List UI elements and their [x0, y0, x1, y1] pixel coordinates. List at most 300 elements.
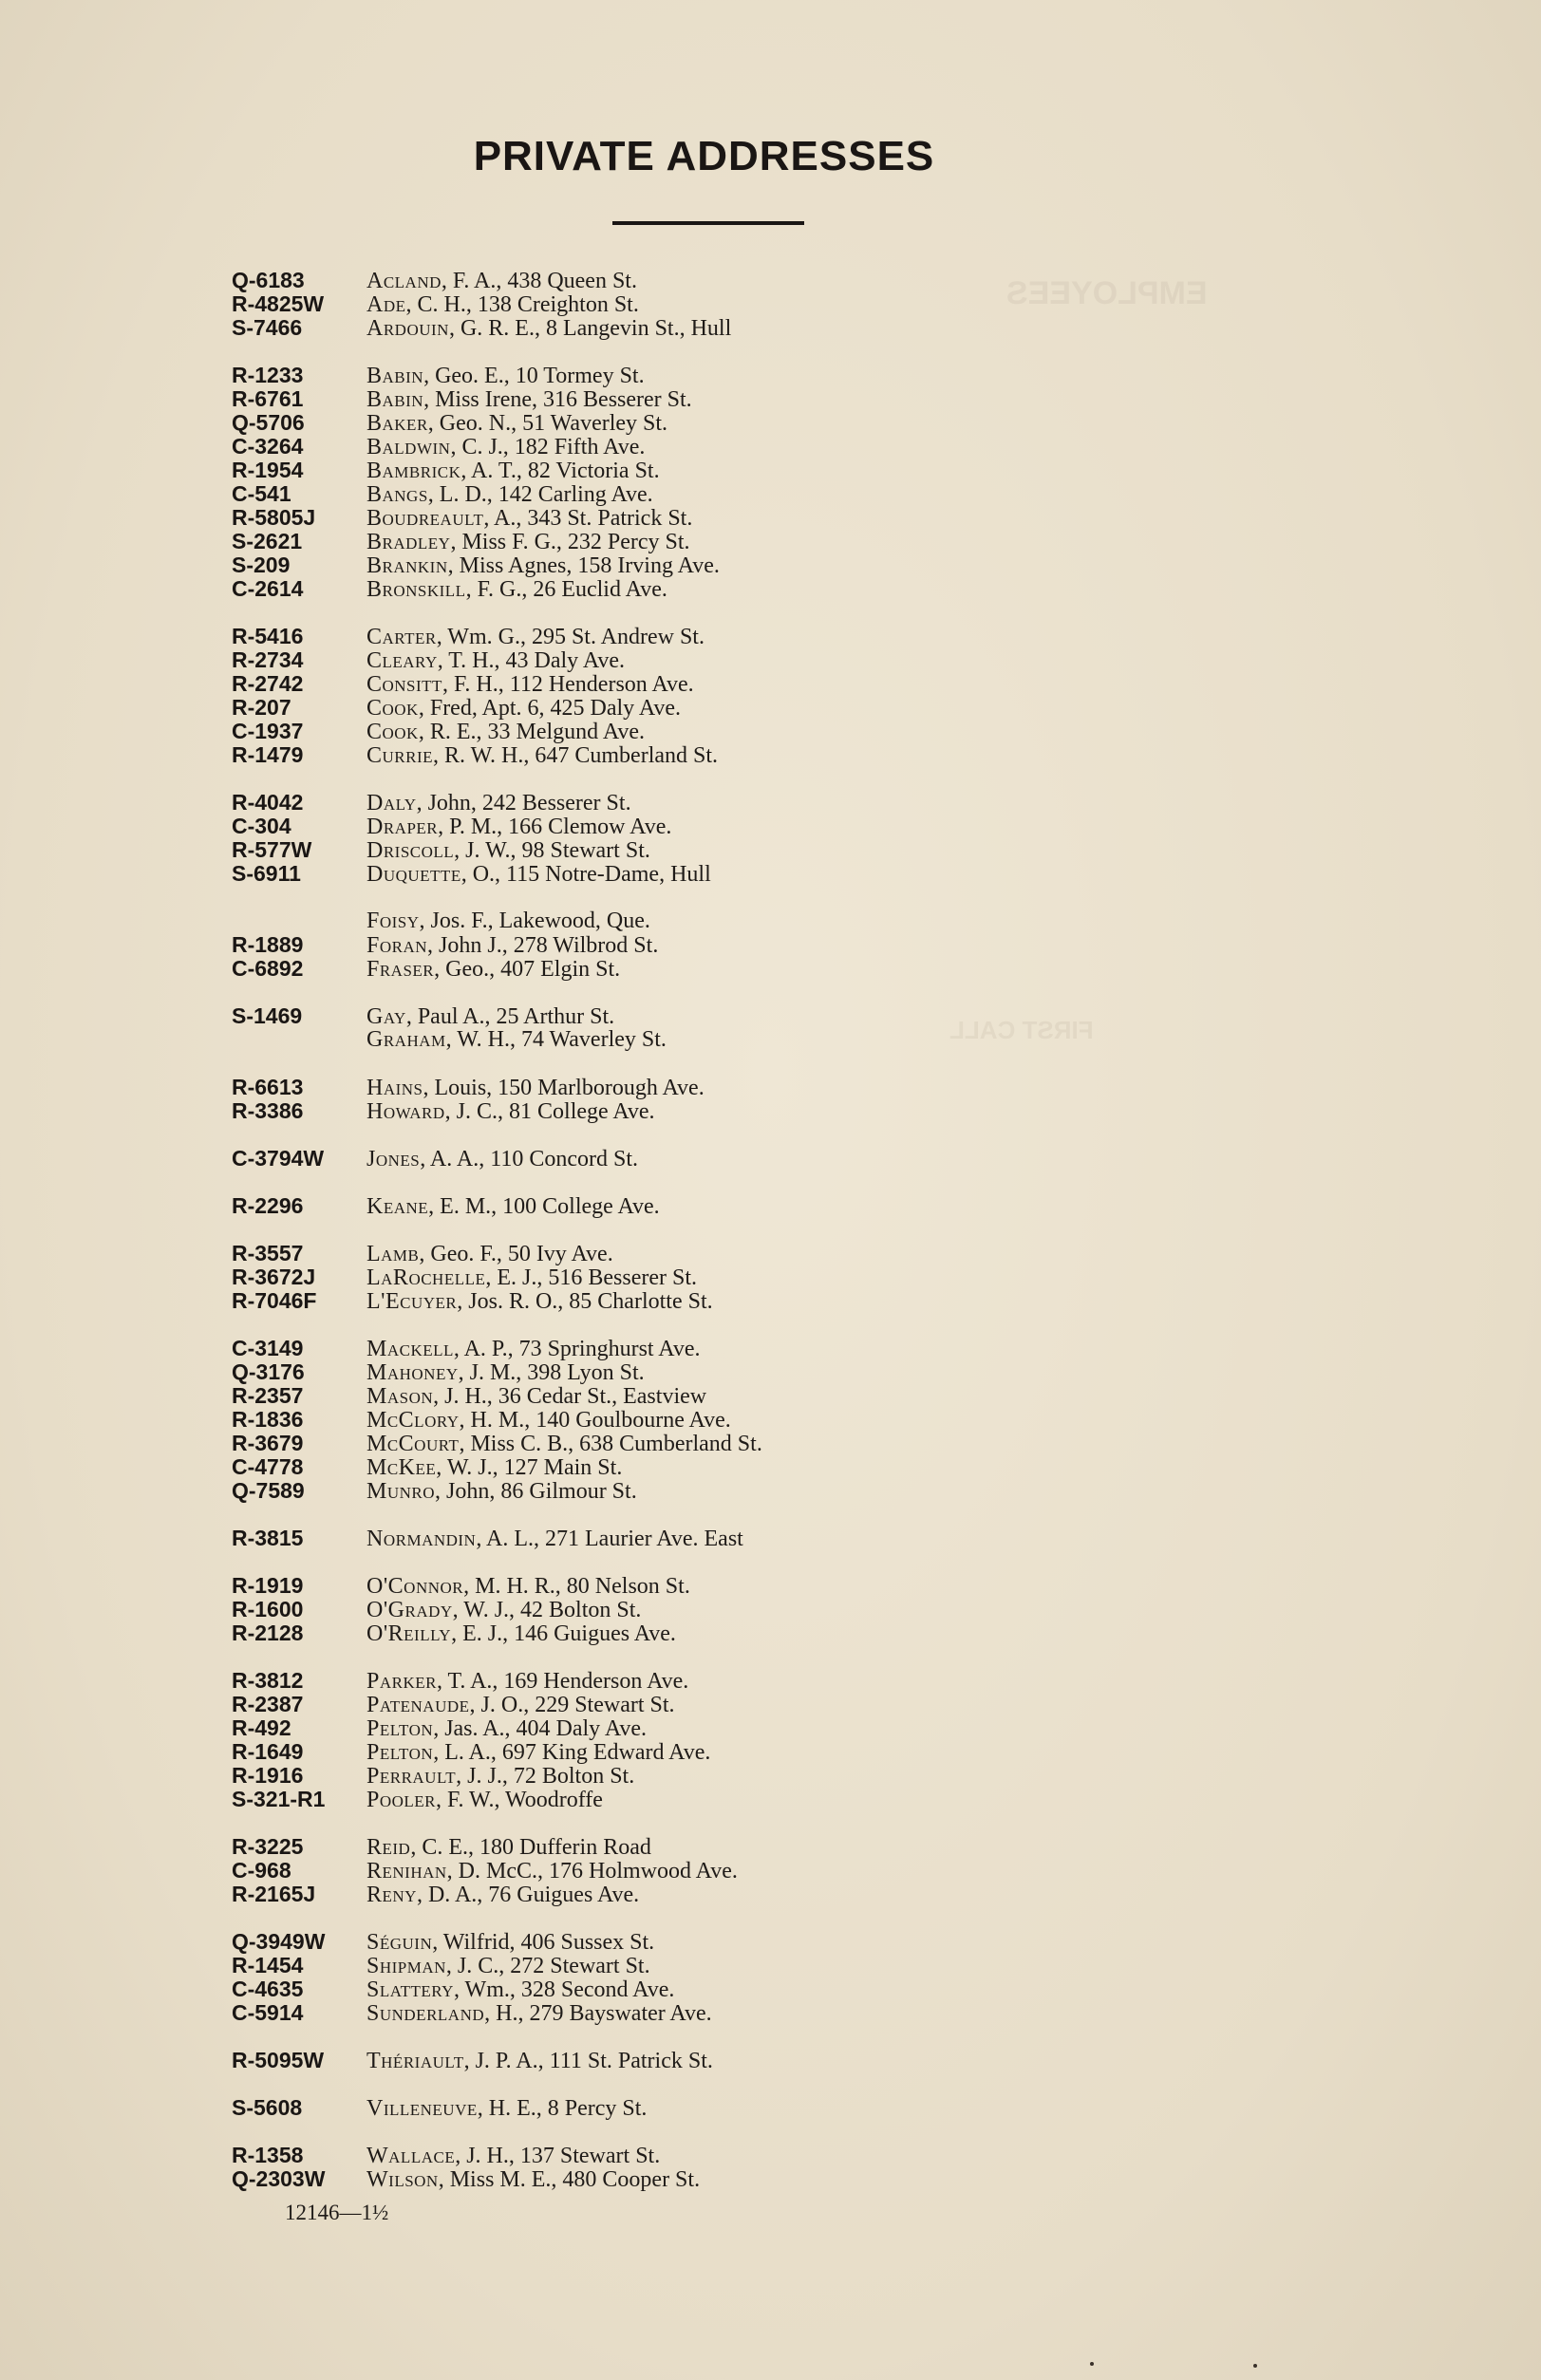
entry-text [366, 2097, 647, 2121]
surname: Normandin [366, 1527, 477, 1551]
entry-details: , J. J., 72 Bolton St. [456, 1764, 635, 1789]
address-entry [232, 2167, 1181, 2191]
title-rule [612, 221, 804, 225]
entry-text [366, 365, 645, 388]
address-entry [232, 2144, 1181, 2167]
surname: Reid [366, 1835, 411, 1860]
phone-number: R-3815 [232, 1526, 304, 1550]
surname: Acland [366, 269, 442, 293]
surname: Babin [366, 387, 424, 412]
entry-text [366, 2145, 660, 2168]
address-entry [232, 696, 1181, 720]
entry-details: , Miss Irene, 316 Besserer St. [423, 387, 692, 412]
address-group [232, 791, 1181, 886]
phone-number: C-968 [232, 1858, 291, 1883]
entry-text [366, 1789, 603, 1812]
address-group [232, 1669, 1181, 1811]
surname: Patenaude [366, 1693, 470, 1717]
address-entry [232, 506, 1181, 530]
entry-details: , A. L., 271 Laurier Ave. East [476, 1527, 743, 1551]
phone-number: R-1358 [232, 2143, 304, 2167]
address-entry [232, 269, 1181, 292]
phone-number: R-5095W [232, 2048, 325, 2072]
address-group [232, 269, 1181, 340]
surname: Perrault [366, 1764, 457, 1789]
phone-number: R-7046F [232, 1288, 317, 1313]
surname: McCourt [366, 1432, 460, 1456]
address-entry [232, 625, 1181, 648]
entry-text [366, 1195, 660, 1219]
phone-number: Q-6183 [232, 268, 305, 292]
phone-number: C-541 [232, 481, 291, 506]
entry-details: , E. M., 100 College Ave. [428, 1194, 660, 1219]
entry-details: , Geo. N., 51 Waverley St. [427, 411, 668, 436]
entry-text [366, 1527, 743, 1551]
phone-number: R-5416 [232, 624, 304, 648]
surname: Cleary [366, 648, 438, 673]
address-group [232, 2096, 1181, 2120]
address-entry [232, 1004, 1181, 1028]
surname: Consitt [366, 672, 442, 697]
address-group [232, 1194, 1181, 1218]
entry-text [366, 1385, 706, 1409]
surname: Cook [366, 696, 419, 721]
phone-number: R-2357 [232, 1383, 304, 1408]
entry-details: , Paul A., 25 Arthur St. [405, 1004, 615, 1029]
address-entry [232, 720, 1181, 743]
entry-text [366, 1433, 762, 1456]
entry-text [366, 1480, 637, 1504]
surname: Bronskill [366, 577, 466, 602]
surname: McKee [366, 1455, 437, 1480]
entry-text [366, 673, 694, 697]
entry-details: , W. J., 42 Bolton St. [452, 1598, 642, 1622]
entry-details: , G. R. E., 8 Langevin St., Hull [448, 316, 732, 341]
entry-text [366, 1622, 676, 1646]
address-group [232, 2144, 1181, 2191]
phone-number: R-5805J [232, 505, 316, 530]
phone-number: Q-2303W [232, 2166, 326, 2191]
address-group [232, 1930, 1181, 2025]
entry-details: , Geo., 407 Elgin St. [434, 957, 621, 982]
surname: Baker [366, 411, 428, 436]
phone-number: Q-7589 [232, 1478, 305, 1503]
entry-text [366, 1670, 688, 1694]
address-entry [232, 1764, 1181, 1788]
entry-details: , A. A., 110 Concord St. [420, 1147, 639, 1171]
surname: O'Reilly [366, 1621, 452, 1646]
phone-number: R-3679 [232, 1431, 304, 1455]
entry-text [366, 721, 645, 744]
entry-details: , Miss C. B., 638 Cumberland St. [459, 1432, 762, 1456]
address-entry [232, 933, 1181, 957]
entry-details: , D. A., 76 Guigues Ave. [416, 1883, 640, 1907]
entry-details: , Fred, Apt. 6, 425 Daly Ave. [418, 696, 682, 721]
address-listing [232, 269, 1181, 2215]
entry-details: , C. J., 182 Fifth Ave. [450, 435, 646, 459]
entry-text [366, 1955, 650, 1978]
phone-number: C-4778 [232, 1454, 304, 1479]
phone-number: C-6892 [232, 956, 304, 981]
surname: Keane [366, 1194, 429, 1219]
surname: Reny [366, 1883, 417, 1907]
surname: Mason [366, 1384, 434, 1409]
entry-text [366, 815, 671, 839]
phone-number: R-207 [232, 695, 291, 720]
address-entry [232, 1028, 1181, 1052]
entry-details: , Geo. F., 50 Ivy Ave. [419, 1242, 613, 1266]
phone-number: S-5608 [232, 2095, 303, 2120]
surname: Shipman [366, 1954, 446, 1978]
address-group [232, 1527, 1181, 1550]
entry-details: , A. T., 82 Victoria St. [460, 459, 660, 483]
surname: McClory [366, 1408, 460, 1433]
phone-number: Q-3176 [232, 1359, 305, 1384]
entry-details: , John, 242 Besserer St. [416, 791, 631, 815]
surname: Carter [366, 625, 437, 649]
phone-number: R-6613 [232, 1075, 304, 1099]
address-group [232, 1574, 1181, 1645]
address-group [232, 1076, 1181, 1123]
entry-text [366, 1077, 705, 1100]
phone-number: S-6911 [232, 861, 301, 886]
entry-details: , J. P. A., 111 St. Patrick St. [463, 2049, 713, 2073]
phone-number: R-3225 [232, 1834, 304, 1859]
surname: Pelton [366, 1716, 434, 1741]
entry-details: , F. H., 112 Henderson Ave. [442, 672, 694, 697]
address-entry [232, 1147, 1181, 1171]
address-entry [232, 1930, 1181, 1954]
entry-text [366, 270, 637, 293]
address-entry [232, 1574, 1181, 1598]
address-entry [232, 1859, 1181, 1883]
entry-details: , Wm., 328 Second Ave. [453, 1977, 675, 2002]
phone-number: Q-5706 [232, 410, 305, 435]
address-group [232, 625, 1181, 767]
entry-text [366, 1338, 700, 1361]
surname: Thériault [366, 2049, 464, 2073]
entry-text [366, 1931, 654, 1955]
address-entry [232, 292, 1181, 316]
address-entry [232, 1099, 1181, 1123]
address-entry [232, 364, 1181, 387]
address-entry [232, 482, 1181, 506]
surname: Bradley [366, 530, 451, 554]
surname: Wallace [366, 2144, 456, 2168]
entry-text [366, 1028, 667, 1052]
phone-number: R-492 [232, 1715, 291, 1740]
phone-number: R-3672J [232, 1265, 316, 1289]
phone-number: R-2296 [232, 1193, 304, 1218]
address-entry [232, 1194, 1181, 1218]
entry-details: , H., 279 Bayswater Ave. [484, 2001, 712, 2026]
address-entry [232, 2096, 1181, 2120]
phone-number: C-5914 [232, 2000, 304, 2025]
entry-details: , P. M., 166 Clemow Ave. [438, 815, 672, 839]
surname: Boudreault [366, 506, 484, 531]
entry-text [366, 578, 667, 602]
phone-number: R-1649 [232, 1739, 304, 1764]
bleed-through-text: FIRST CALL [949, 1016, 1094, 1044]
entry-details: , W. H., 74 Waverley St. [445, 1027, 667, 1052]
surname: Daly [366, 791, 417, 815]
surname: Babin [366, 364, 424, 388]
surname: Mackell [366, 1337, 454, 1361]
entry-details: , C. E., 180 Dufferin Road [410, 1835, 651, 1860]
phone-number: S-209 [232, 553, 291, 577]
paper-spot [1090, 2362, 1094, 2366]
entry-details: , Geo. E., 10 Tormey St. [423, 364, 645, 388]
entry-details: , F. A., 438 Queen St. [441, 269, 637, 293]
address-entry [232, 459, 1181, 482]
entry-text [366, 792, 631, 815]
phone-number: R-1836 [232, 1407, 304, 1432]
address-entry [232, 1883, 1181, 1906]
entry-text [366, 1978, 674, 2002]
entry-text [366, 1266, 697, 1290]
address-entry [232, 1289, 1181, 1313]
entry-details: , J. M., 398 Lyon St. [458, 1360, 645, 1385]
entry-details: , R. W. H., 647 Cumberland St. [433, 743, 719, 768]
entry-details: , Jos. R. O., 85 Charlotte St. [457, 1289, 713, 1314]
address-entry [232, 530, 1181, 553]
address-entry [232, 672, 1181, 696]
address-entry [232, 648, 1181, 672]
entry-details: , Louis, 150 Marlborough Ave. [423, 1076, 705, 1100]
entry-text [366, 1361, 645, 1385]
phone-number: R-1233 [232, 363, 304, 387]
surname: Bangs [366, 482, 428, 507]
entry-text [366, 2002, 712, 2026]
phone-number: R-1889 [232, 932, 304, 957]
address-entry [232, 411, 1181, 435]
entry-text [366, 697, 681, 721]
entry-details: , Miss M. E., 480 Cooper St. [438, 2167, 701, 2192]
entry-details: , H. E., 8 Percy St. [477, 2096, 648, 2121]
surname: Currie [366, 743, 434, 768]
entry-text [366, 388, 692, 412]
phone-number: C-2614 [232, 576, 304, 601]
address-group [232, 1242, 1181, 1313]
phone-number: R-2165J [232, 1882, 316, 1906]
address-entry [232, 553, 1181, 577]
entry-details: , H. M., 140 Goulbourne Ave. [459, 1408, 731, 1433]
entry-text [366, 317, 731, 341]
entry-text [366, 1409, 731, 1433]
address-group [232, 909, 1181, 981]
entry-text [366, 436, 645, 459]
address-entry [232, 2049, 1181, 2072]
address-entry [232, 1977, 1181, 2001]
surname: Renihan [366, 1859, 447, 1883]
entry-details: , E. J., 516 Besserer St. [485, 1265, 698, 1290]
entry-details: , A., 343 St. Patrick St. [483, 506, 693, 531]
entry-text [366, 1599, 641, 1622]
address-entry [232, 1432, 1181, 1455]
phone-number: R-1954 [232, 458, 304, 482]
entry-text [366, 1456, 622, 1480]
surname: Ade [366, 292, 406, 317]
entry-text [366, 293, 639, 317]
address-entry [232, 791, 1181, 815]
phone-number: R-1479 [232, 742, 304, 767]
surname: Brankin [366, 553, 448, 578]
address-entry [232, 316, 1181, 340]
surname: Driscoll [366, 838, 455, 863]
phone-number: R-3386 [232, 1098, 304, 1123]
phone-number: R-1916 [232, 1763, 304, 1788]
address-entry [232, 1693, 1181, 1716]
address-entry [232, 1669, 1181, 1693]
entry-details: , F. W., Woodroffe [436, 1788, 603, 1812]
address-entry [232, 1954, 1181, 1977]
entry-text [366, 2168, 700, 2192]
address-entry [232, 1384, 1181, 1408]
phone-number: C-304 [232, 814, 291, 838]
entry-details: , E. J., 146 Guigues Ave. [451, 1621, 676, 1646]
surname: Parker [366, 1669, 437, 1694]
entry-details: , Jas. A., 404 Daly Ave. [433, 1716, 648, 1741]
entry-details: , T. A., 169 Henderson Ave. [436, 1669, 689, 1694]
address-group [232, 1337, 1181, 1503]
phone-number: R-2128 [232, 1621, 304, 1645]
entry-text [366, 958, 620, 982]
entry-text [366, 1836, 651, 1860]
surname: Duquette [366, 862, 461, 887]
entry-text [366, 1148, 638, 1171]
surname: Wilson [366, 2167, 439, 2192]
entry-text [366, 839, 650, 863]
address-entry [232, 743, 1181, 767]
address-entry [232, 1527, 1181, 1550]
entry-details: , F. G., 26 Euclid Ave. [465, 577, 667, 602]
entry-text [366, 1290, 713, 1314]
surname: Munro [366, 1479, 436, 1504]
entry-details: , A. P., 73 Springhurst Ave. [453, 1337, 701, 1361]
entry-text [366, 649, 625, 673]
entry-text [366, 909, 650, 933]
address-entry [232, 2001, 1181, 2025]
entry-details: , D. McC., 176 Holmwood Ave. [446, 1859, 738, 1883]
entry-text [366, 1575, 690, 1599]
phone-number: R-1919 [232, 1573, 304, 1598]
entry-details: , J. C., 272 Stewart St. [445, 1954, 650, 1978]
phone-number: R-3557 [232, 1241, 304, 1265]
phone-number: R-1454 [232, 1953, 304, 1977]
entry-details: , Wilfrid, 406 Sussex St. [432, 1930, 655, 1955]
surname: L'Ecuyer [366, 1289, 458, 1314]
address-entry [232, 1740, 1181, 1764]
entry-details: , Wm. G., 295 St. Andrew St. [436, 625, 705, 649]
entry-details: , L. A., 697 King Edward Ave. [433, 1740, 711, 1765]
entry-details: , L. D., 142 Carling Ave. [427, 482, 653, 507]
entry-text [366, 1741, 710, 1765]
address-group [232, 2049, 1181, 2072]
entry-details: , J. O., 229 Stewart St. [469, 1693, 675, 1717]
surname: Draper [366, 815, 439, 839]
address-entry [232, 1835, 1181, 1859]
address-entry [232, 1265, 1181, 1289]
surname: Foisy [366, 909, 420, 933]
address-entry [232, 435, 1181, 459]
surname: Foran [366, 933, 428, 958]
surname: Hains [366, 1076, 423, 1100]
surname: Gay [366, 1004, 406, 1029]
address-entry [232, 1242, 1181, 1265]
address-entry [232, 1455, 1181, 1479]
entry-text [366, 2050, 713, 2073]
phone-number: C-4635 [232, 1977, 304, 2001]
address-entry [232, 1598, 1181, 1621]
address-entry [232, 1788, 1181, 1811]
phone-number: S-2621 [232, 529, 303, 553]
entry-text [366, 1100, 655, 1124]
address-group [232, 1004, 1181, 1052]
entry-text [366, 1005, 614, 1029]
entry-text [366, 863, 711, 887]
phone-number: R-2387 [232, 1692, 304, 1716]
entry-details: , R. E., 33 Melgund Ave. [418, 720, 646, 744]
phone-number: Q-3949W [232, 1929, 326, 1954]
phone-number: C-3149 [232, 1336, 304, 1360]
entry-details: , J. C., 81 College Ave. [444, 1099, 655, 1124]
entry-text [366, 744, 718, 768]
paper-spot [1253, 2364, 1257, 2368]
bleed-through-text: EMPLOYEES [1006, 275, 1208, 311]
surname: Lamb [366, 1242, 420, 1266]
phone-number: S-321-R1 [232, 1787, 326, 1811]
phone-number: R-2734 [232, 647, 304, 672]
address-entry [232, 577, 1181, 601]
address-entry [232, 1360, 1181, 1384]
entry-text [366, 554, 720, 578]
address-entry [232, 1408, 1181, 1432]
entry-text [366, 1883, 639, 1907]
surname: Cook [366, 720, 419, 744]
entry-details: , T. H., 43 Daly Ave. [437, 648, 626, 673]
entry-details: , Miss F. G., 232 Percy St. [450, 530, 690, 554]
address-group [232, 1147, 1181, 1171]
surname: Slattery [366, 1977, 454, 2002]
entry-details: , C. H., 138 Creighton St. [405, 292, 639, 317]
address-group [232, 1835, 1181, 1906]
surname: Baldwin [366, 435, 451, 459]
phone-number: S-1469 [232, 1003, 303, 1028]
address-entry [232, 957, 1181, 981]
entry-text [366, 507, 692, 531]
surname: Graham [366, 1027, 446, 1052]
entry-text [366, 1860, 738, 1883]
phone-number: R-2742 [232, 671, 304, 696]
phone-number: C-3264 [232, 434, 304, 459]
entry-details: , M. H. R., 80 Nelson St. [463, 1574, 690, 1599]
address-entry [232, 815, 1181, 838]
phone-number: R-4825W [232, 291, 325, 316]
phone-number: R-577W [232, 837, 312, 862]
address-group [232, 364, 1181, 601]
entry-text [366, 1243, 613, 1266]
address-entry [232, 838, 1181, 862]
surname: Howard [366, 1099, 445, 1124]
surname: Pooler [366, 1788, 437, 1812]
address-entry [232, 909, 1181, 933]
surname: O'Grady [366, 1598, 453, 1622]
phone-number: C-3794W [232, 1146, 325, 1171]
phone-number: S-7466 [232, 315, 303, 340]
entry-text [366, 531, 690, 554]
surname: Ardouin [366, 316, 449, 341]
phone-number: R-3812 [232, 1668, 304, 1693]
